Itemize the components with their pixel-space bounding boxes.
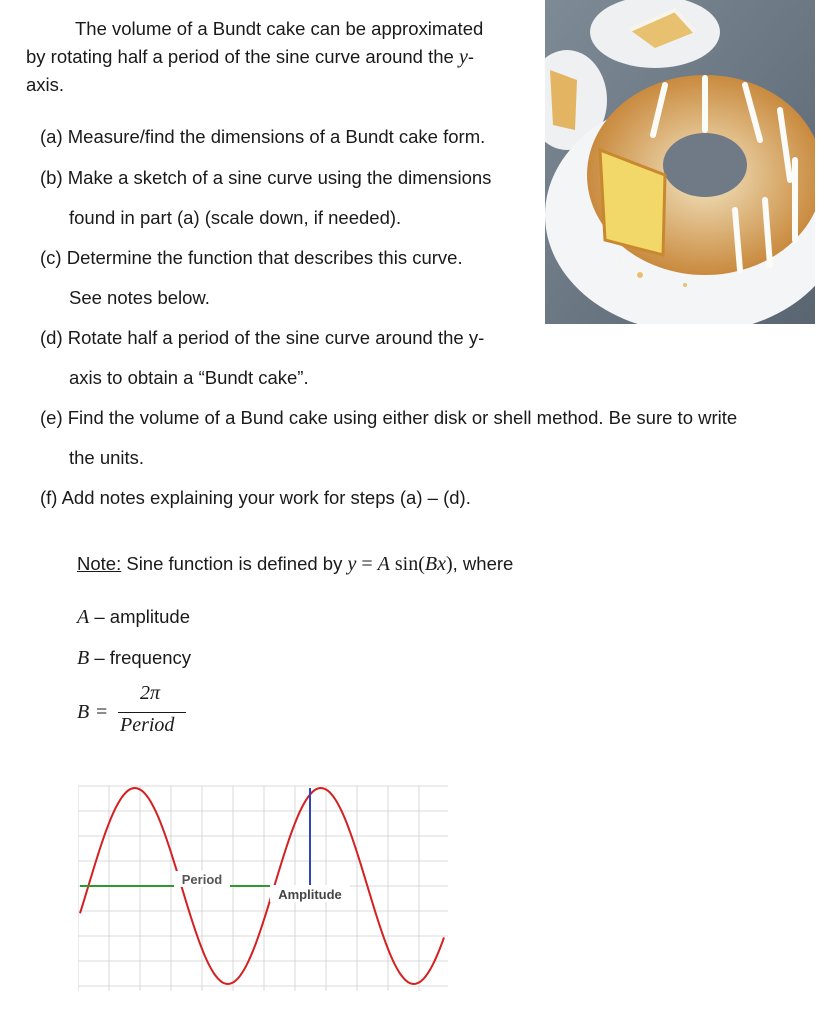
formula-equals: =	[356, 553, 378, 575]
formula-close-paren: )	[445, 553, 453, 575]
intro-line-2-text: by rotating half a period of the sine curve around the	[26, 46, 459, 67]
period-label: Period	[181, 872, 223, 887]
note-tail: , where	[452, 553, 514, 574]
sine-graph-svg	[78, 778, 450, 993]
step-c-line-1: (c) Determine the function that describes this curve.	[40, 247, 463, 268]
step-d-line-2: axis to obtain a “Bundt cake”.	[69, 367, 309, 388]
intro-line-2	[26, 46, 474, 68]
b-formula-denominator: Period	[120, 714, 175, 736]
formula-sin: sin(	[389, 553, 425, 575]
intro-line-3: axis.	[26, 74, 65, 95]
amplitude-text: – amplitude	[89, 606, 191, 627]
note-definition	[77, 553, 513, 575]
note-label: Note:	[77, 553, 122, 574]
step-f: (f) Add notes explaining your work for steps (a) – (d).	[40, 487, 471, 508]
intro-y-variable: y	[458, 46, 468, 68]
b-formula-variable: B	[77, 701, 90, 723]
intro-hyphen: -	[467, 46, 475, 67]
bundt-cake-photo	[545, 0, 815, 324]
frequency-variable: B	[77, 647, 90, 669]
amplitude-variable: A	[77, 606, 90, 628]
formula-y: y	[347, 553, 357, 575]
step-a: (a) Measure/find the dimensions of a Bundt cake form.	[40, 126, 486, 147]
step-e-line-2: the units.	[69, 447, 145, 468]
frequency-text: – frequency	[89, 647, 192, 668]
step-e-line-1: (e) Find the volume of a Bund cake using either disk or shell method. Be sure to write	[40, 407, 738, 428]
step-b-line-2: found in part (a) (scale down, if needed).	[69, 207, 402, 228]
note-text: Sine function is defined by	[121, 553, 348, 574]
amplitude-label: Amplitude	[278, 887, 342, 902]
intro-line-1: The volume of a Bundt cake can be approximated	[75, 18, 484, 39]
step-d-line-1: (d) Rotate half a period of the sine curve around the y-	[40, 327, 485, 348]
formula-a: A	[377, 553, 390, 575]
amplitude-definition	[77, 606, 190, 628]
formula-bx: Bx	[424, 553, 446, 575]
frequency-definition	[77, 647, 191, 669]
step-b-line-1: (b) Make a sketch of a sine curve using the dimensions	[40, 167, 492, 188]
sine-graph	[78, 778, 450, 993]
b-formula-numerator: 2π	[140, 682, 161, 704]
step-c-line-2: See notes below.	[69, 287, 210, 308]
b-formula-equals: =	[96, 701, 108, 723]
